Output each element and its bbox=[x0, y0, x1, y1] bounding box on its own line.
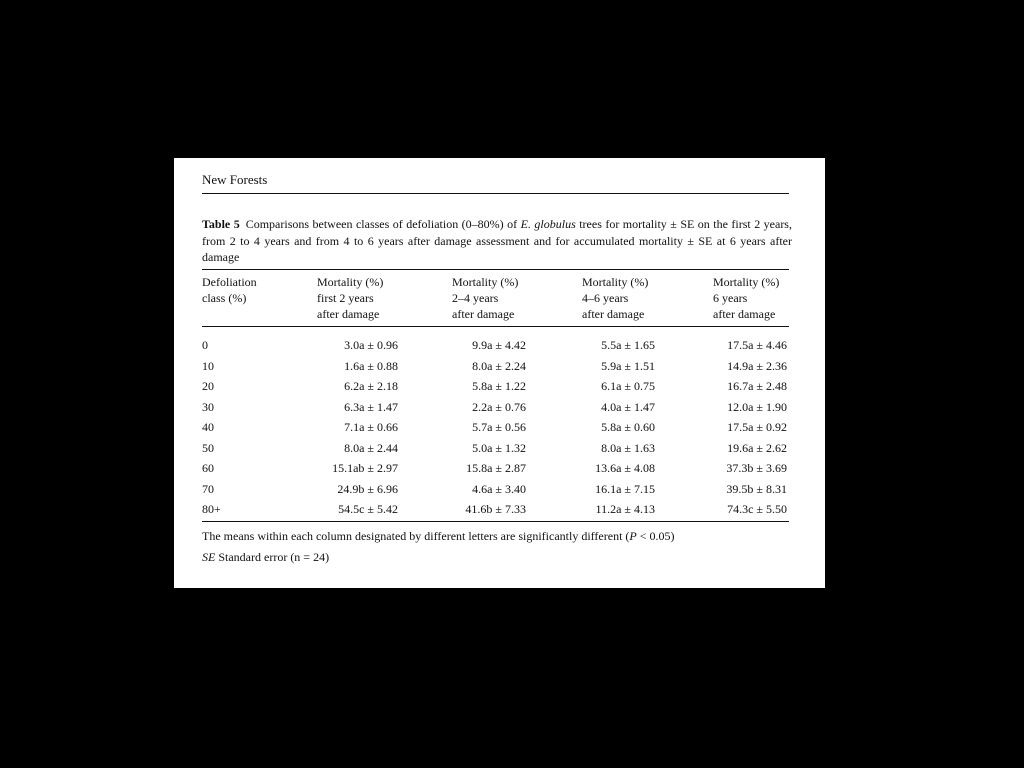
mortality-cell: 3.0a ± 0.96 bbox=[344, 338, 398, 352]
column-header-1 bbox=[317, 274, 383, 322]
mortality-cell: 8.0a ± 2.44 bbox=[344, 440, 398, 455]
note-se-abbrev: SE bbox=[202, 550, 216, 564]
column-header-line: Mortality (%) bbox=[452, 275, 519, 289]
column-header-line: 4–6 years bbox=[582, 291, 629, 305]
mortality-cell: 17.5a ± 0.92 bbox=[727, 420, 787, 434]
mortality-cell: 2.2a ± 0.76 bbox=[472, 399, 526, 414]
mortality-cell: 4.0a ± 1.47 bbox=[601, 399, 655, 414]
row-class-cell: 70 bbox=[202, 481, 214, 496]
mortality-cell: 13.6a ± 4.08 bbox=[595, 461, 655, 475]
mortality-cell: 54.5c ± 5.42 bbox=[338, 502, 398, 516]
mortality-cell: 6.2a ± 2.18 bbox=[344, 379, 398, 393]
mortality-cell: 41.6b ± 7.33 bbox=[465, 502, 526, 516]
table-top-rule bbox=[202, 269, 789, 270]
table-note-se bbox=[202, 550, 329, 565]
header-rule bbox=[202, 193, 789, 194]
journal-name: New Forests bbox=[202, 172, 268, 187]
column-header-line: first 2 years bbox=[317, 291, 374, 305]
column-header-line: Mortality (%) bbox=[582, 275, 649, 289]
column-header-line: 2–4 years bbox=[452, 291, 499, 305]
caption-species: E. globulus bbox=[520, 217, 576, 231]
note-text-end: < 0.05) bbox=[636, 529, 675, 543]
column-header-line: after damage bbox=[582, 307, 645, 321]
column-header-2 bbox=[452, 274, 518, 322]
column-header-line: 6 years bbox=[713, 291, 748, 305]
mortality-cell: 39.5b ± 8.31 bbox=[726, 481, 787, 496]
row-class-cell: 20 bbox=[202, 379, 214, 393]
mortality-cell: 17.5a ± 4.46 bbox=[727, 338, 787, 352]
mortality-cell: 24.9b ± 6.96 bbox=[337, 481, 398, 496]
row-class-cell: 0 bbox=[202, 338, 208, 352]
mortality-cell: 5.0a ± 1.32 bbox=[472, 440, 526, 455]
mortality-cell: 7.1a ± 0.66 bbox=[344, 420, 398, 434]
row-class-cell: 30 bbox=[202, 399, 214, 414]
column-header-line: after damage bbox=[713, 307, 776, 321]
column-header-line: Mortality (%) bbox=[713, 275, 780, 289]
mortality-cell: 14.9a ± 2.36 bbox=[727, 358, 787, 373]
mortality-cell: 5.5a ± 1.65 bbox=[601, 338, 655, 352]
table-note-significance bbox=[202, 529, 675, 544]
column-header-line: class (%) bbox=[202, 291, 247, 305]
mortality-cell: 16.7a ± 2.48 bbox=[727, 379, 787, 393]
column-header-4 bbox=[713, 274, 779, 322]
mortality-cell: 12.0a ± 1.90 bbox=[727, 399, 787, 414]
mortality-cell: 74.3c ± 5.50 bbox=[727, 502, 787, 516]
mortality-cell: 6.3a ± 1.47 bbox=[344, 399, 398, 414]
column-header-0 bbox=[202, 274, 257, 306]
mortality-cell: 37.3b ± 3.69 bbox=[726, 461, 787, 475]
table-header-rule bbox=[202, 326, 789, 327]
mortality-cell: 15.8a ± 2.87 bbox=[466, 461, 526, 475]
column-header-3 bbox=[582, 274, 648, 322]
note-text: The means within each column designated by different letters are significantly different ( bbox=[202, 529, 630, 543]
mortality-cell: 5.7a ± 0.56 bbox=[472, 420, 526, 434]
mortality-cell: 19.6a ± 2.62 bbox=[727, 440, 787, 455]
note-p-symbol: P bbox=[629, 529, 637, 543]
row-class-cell: 10 bbox=[202, 358, 214, 373]
mortality-cell: 5.9a ± 1.51 bbox=[601, 358, 655, 373]
column-header-line: after damage bbox=[452, 307, 515, 321]
table-bottom-rule bbox=[202, 521, 789, 522]
document-page bbox=[174, 158, 825, 588]
mortality-cell: 9.9a ± 4.42 bbox=[472, 338, 526, 352]
mortality-cell: 8.0a ± 2.24 bbox=[472, 358, 526, 373]
caption-text-1: Comparisons between classes of defoliation (0–80%) of bbox=[245, 217, 521, 231]
caption-text-2: trees for mortality ± SE on the first 2 years, from 2 to 4 years and from 4 to 6 years after damage assessment and for accumulated mortality ± SE at 6 years after damage bbox=[202, 217, 792, 264]
mortality-cell: 5.8a ± 0.60 bbox=[601, 420, 655, 434]
table-label: Table 5 bbox=[202, 217, 240, 231]
mortality-cell: 5.8a ± 1.22 bbox=[472, 379, 526, 393]
row-class-cell: 80+ bbox=[202, 502, 221, 516]
mortality-cell: 15.1ab ± 2.97 bbox=[332, 461, 398, 475]
mortality-cell: 1.6a ± 0.88 bbox=[344, 358, 398, 373]
note-se-text: Standard error (n = 24) bbox=[215, 550, 330, 564]
mortality-cell: 4.6a ± 3.40 bbox=[472, 481, 526, 496]
column-header-line: Mortality (%) bbox=[317, 275, 384, 289]
row-class-cell: 50 bbox=[202, 440, 214, 455]
row-class-cell: 40 bbox=[202, 420, 214, 434]
mortality-cell: 11.2a ± 4.13 bbox=[595, 502, 655, 516]
row-class-cell: 60 bbox=[202, 461, 214, 475]
mortality-cell: 8.0a ± 1.63 bbox=[601, 440, 655, 455]
column-header-line: after damage bbox=[317, 307, 380, 321]
column-header-line: Defoliation bbox=[202, 275, 257, 289]
mortality-cell: 6.1a ± 0.75 bbox=[601, 379, 655, 393]
table-caption bbox=[202, 216, 792, 266]
mortality-cell: 16.1a ± 7.15 bbox=[595, 481, 655, 496]
